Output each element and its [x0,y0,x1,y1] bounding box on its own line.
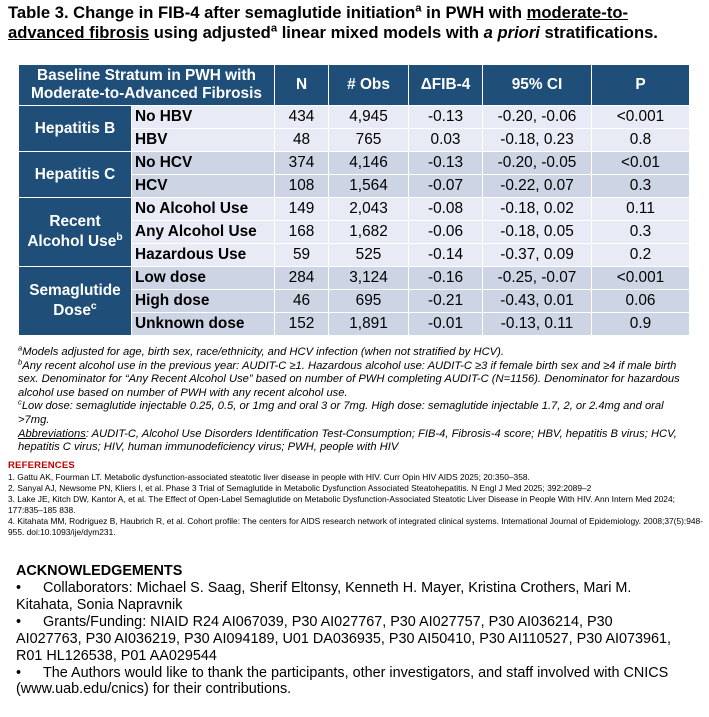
references-heading: REFERENCES [8,460,75,471]
cell-dfib4: -0.13 [409,152,483,175]
cell-n: 149 [275,198,329,221]
cell-n: 168 [275,221,329,244]
table-header-row [19,65,690,106]
cell-dfib4: -0.21 [409,290,483,313]
cell-dfib4: 0.03 [409,129,483,152]
cell-ci: -0.18, 0.02 [483,198,592,221]
cell-ci: -0.25, -0.07 [483,267,592,290]
row-label: High dose [132,290,275,313]
reference-item: 3. Lake JE, Kitch DW, Kantor A, et al. The Effect of Open-Label Semaglutide on Metabolic Dysfunction-Associated Steatotic Liver Disease in People With HIV. Ann Intern Med 2024; 177:835–185 838. [8,494,675,516]
cell-ci: -0.37, 0.09 [483,244,592,267]
acknowledgement-item: • Collaborators: Michael S. Saag, Sherif Eltonsy, Kenneth H. Mayer, Kristina Crothers, Mari M. Kitahata, Sonia Napravnik [16,580,632,613]
row-label: Any Alcohol Use [132,221,275,244]
cell-dfib4: -0.01 [409,313,483,336]
bullet-icon: • [16,613,22,630]
cell-p: 0.2 [592,244,690,267]
header-obs: # Obs [329,65,409,106]
row-label: No Alcohol Use [132,198,275,221]
references-list [8,472,703,539]
header-ci: 95% CI [483,65,592,106]
cell-p: 0.3 [592,175,690,198]
header-stratum: Baseline Stratum in PWH with Moderate-to-Advanced Fibrosis [19,65,275,106]
title-underlined-phrase: moderate-to-advanced fibrosis [8,3,629,42]
bullet-icon: • [16,580,22,596]
cell-ci: -0.18, 0.23 [483,129,592,152]
cell-ci: -0.13, 0.11 [483,313,592,336]
cell-n: 48 [275,129,329,152]
cell-n: 46 [275,290,329,313]
cell-obs: 1,564 [329,175,409,198]
cell-ci: -0.20, -0.05 [483,152,592,175]
cell-p: 0.11 [592,198,690,221]
cell-ci: -0.22, 0.07 [483,175,592,198]
acknowledgement-item: • The Authors would like to thank the participants, other investigators, and staff involved with CNICS (www.uab.edu/cnics) for their contributions. [16,664,669,698]
cell-n: 284 [275,267,329,290]
cell-obs: 1,891 [329,313,409,336]
footnote-abbreviations: Abbreviations: AUDIT-C, Alcohol Use Disorders Identification Test-Consumption; FIB-4, Fibrosis-4 score; HBV, hepatitis B virus; HCV, hepatitis C virus; HIV, human immunodeficiency virus; PWH, people with HIV [18,427,677,454]
acknowledgements-heading: ACKNOWLEDGEMENTS [16,563,183,579]
cell-dfib4: -0.14 [409,244,483,267]
cell-obs: 2,043 [329,198,409,221]
footnote-b: $^b$Any recent alcohol use in the previous year: AUDIT-C ≥1. Hazardous alcohol use: AUDIT-C ≥3 if female birth sex and ≥4 if male birth sex. Denominator for “Any Recent Alcohol Use” based on number of PWH completing AUDIT-C (N=1156). Denominator for hazardous alcohol use based on number of PWH with any recent alcohol use. [18,356,680,399]
cell-p: <0.001 [592,267,690,290]
cell-dfib4: -0.08 [409,198,483,221]
cell-obs: 4,146 [329,152,409,175]
header-n: N [275,65,329,106]
row-label: Unknown dose [132,313,275,336]
row-label: No HBV [132,106,275,129]
cell-obs: 1,682 [329,221,409,244]
group-hepatitis-c: Hepatitis C [19,152,132,198]
header-dfib4: ΔFIB-4 [409,65,483,106]
row-label: Hazardous Use [132,244,275,267]
cell-obs: 695 [329,290,409,313]
table-footnotes [18,343,690,455]
cell-ci: -0.18, 0.05 [483,221,592,244]
table-row [19,152,690,175]
cell-ci: -0.43, 0.01 [483,290,592,313]
cell-dfib4: -0.16 [409,267,483,290]
reference-item: 2. Sanyal AJ, Newsome PN, Kliers I, et al. Phase 3 Trial of Semaglutide in Metabolic Dysfunction Associated Steatohepatitis. N Engl J Med 2025; 392:2089–2 [8,483,592,494]
cell-obs: 525 [329,244,409,267]
reference-item: 1. Gattu AK, Fourman LT. Metabolic dysfunction-associated steatotic liver disease in people with HIV. Curr Opin HIV AIDS 2025; 20:350–358. [8,472,530,482]
table-row [19,267,690,290]
cell-p: <0.01 [592,152,690,175]
acknowledgement-item: • Grants/Funding: NIAID R24 AI067039, P30 AI027767, P30 AI027757, P30 AI036214, P30 AI027763, P30 AI036219, P30 AI094189, U01 DA036935, P30 AI50410, P30 AI110527, P30 AI073961, R01 HL126538, P01 AA029544 [16,613,672,664]
cell-n: 434 [275,106,329,129]
cell-p: 0.06 [592,290,690,313]
table-row [19,198,690,221]
cell-n: 152 [275,313,329,336]
results-table [18,64,690,336]
group-hepatitis-b: Hepatitis B [19,106,132,152]
cell-p: 0.3 [592,221,690,244]
cell-dfib4: -0.06 [409,221,483,244]
table-title: Table 3. Change in FIB-4 after semaglutide initiation$^a$ in PWH with moderate-to-advanced fibrosis using adjusted$^a$ linear mixed models with a priori stratifications. [8,2,658,42]
row-label: Low dose [132,267,275,290]
reference-item: 4. Kitahata MM, Rodriguez B, Haubrich R, et al. Cohort profile: The centers for AIDS research network of integrated clinical systems. International Journal of Epidemiology. 2008;37(5):948-955. doi:10.1093/ije/dym231. [8,516,703,538]
row-label: HBV [132,129,275,152]
table-row [19,106,690,129]
group-recent-alcohol-use: Recent Alcohol Use$^b$ [19,198,132,267]
cell-p: 0.9 [592,313,690,336]
cell-dfib4: -0.13 [409,106,483,129]
row-label: No HCV [132,152,275,175]
cell-dfib4: -0.07 [409,175,483,198]
footnote-c: $^c$Low dose: semaglutide injectable 0.25, 0.5, or 1mg and oral 3 or 7mg. High dose: semaglutide injectable 1.7, 2, or 2.4mg and oral >7mg. [18,397,664,426]
bullet-icon: • [16,664,22,681]
footnote-a: $^a$Models adjusted for age, birth sex, race/ethnicity, and HCV infection (when not stratified by HCV). [18,343,504,358]
cell-n: 59 [275,244,329,267]
cell-n: 108 [275,175,329,198]
cell-obs: 765 [329,129,409,152]
cell-obs: 3,124 [329,267,409,290]
cell-p: 0.8 [592,129,690,152]
group-semaglutide-dose: Semaglutide Dose$^c$ [19,267,132,336]
cell-p: <0.001 [592,106,690,129]
row-label: HCV [132,175,275,198]
header-p: P [592,65,690,106]
acknowledgements-list [16,580,676,698]
cell-obs: 4,945 [329,106,409,129]
cell-n: 374 [275,152,329,175]
cell-ci: -0.20, -0.06 [483,106,592,129]
